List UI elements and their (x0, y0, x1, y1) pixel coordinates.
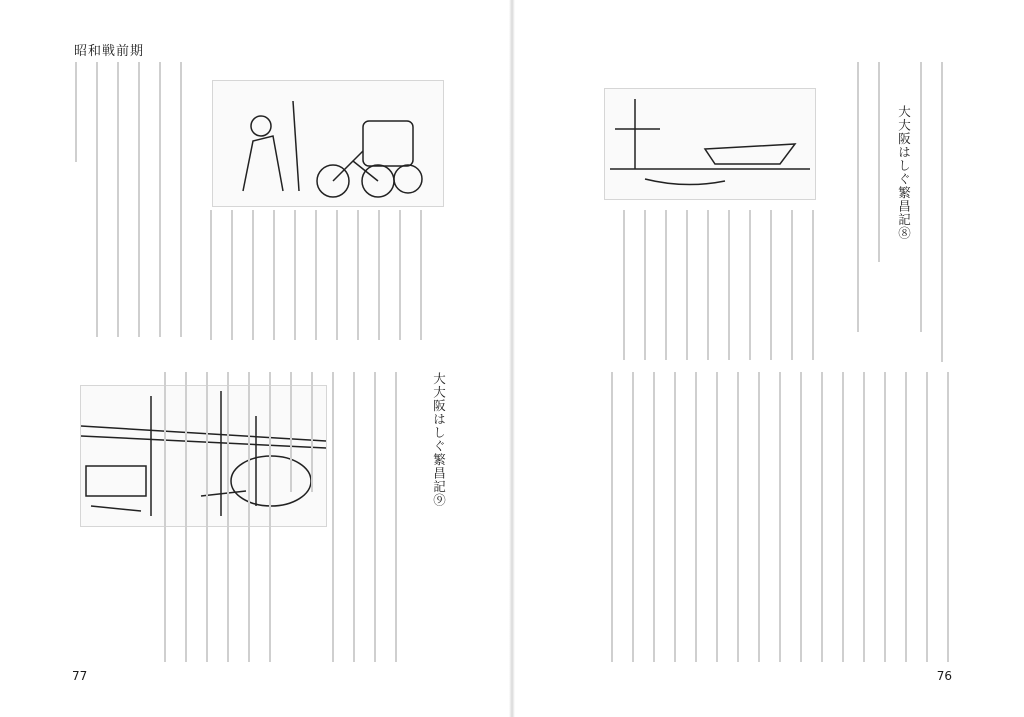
text-column (716, 372, 718, 662)
text-column (75, 62, 77, 162)
text-column (770, 210, 772, 360)
text-column (812, 210, 814, 360)
text-column (665, 210, 667, 360)
text-column (231, 210, 233, 340)
left-body-mid (200, 210, 450, 340)
text-column (791, 210, 793, 360)
text-column (926, 372, 928, 662)
left-body-bottom (145, 372, 425, 662)
text-column (920, 62, 922, 332)
text-column (185, 372, 187, 662)
text-column (941, 62, 943, 362)
text-column (336, 210, 338, 340)
page-number-right: 76 (936, 669, 952, 683)
text-column (863, 372, 865, 662)
text-column (311, 372, 313, 492)
right-page (512, 0, 1024, 717)
text-column (138, 62, 140, 337)
text-column (884, 372, 886, 662)
text-column (737, 372, 739, 662)
text-column (248, 372, 250, 662)
text-column (164, 372, 166, 662)
right-body-mid (592, 210, 832, 360)
text-column (686, 210, 688, 360)
text-column (632, 372, 634, 662)
text-column (758, 372, 760, 662)
text-column (857, 62, 859, 332)
section-title-9: 大大阪はしぐ繁昌記⑨ (431, 372, 447, 507)
illustration-harbor (604, 88, 816, 200)
text-column (399, 210, 401, 340)
illustration-bicycle-cart-drawing (213, 81, 443, 206)
text-column (395, 372, 397, 662)
text-column (357, 210, 359, 340)
text-column (273, 210, 275, 340)
text-column (779, 372, 781, 662)
text-column (117, 62, 119, 337)
text-column (378, 210, 380, 340)
text-column (227, 372, 229, 662)
text-column (420, 210, 422, 340)
section-title-8: 大大阪はしぐ繁昌記⑧ (896, 105, 912, 240)
right-body-top (842, 62, 952, 362)
text-column (821, 372, 823, 662)
text-column (749, 210, 751, 360)
running-head: 昭和戦前期 (74, 44, 145, 59)
text-column (315, 210, 317, 340)
text-column (180, 62, 182, 337)
text-column (206, 372, 208, 662)
text-column (905, 372, 907, 662)
text-column (947, 372, 949, 662)
text-column (353, 372, 355, 662)
text-column (707, 210, 709, 360)
text-column (294, 210, 296, 340)
text-column (674, 372, 676, 662)
text-column (644, 210, 646, 360)
text-column (210, 210, 212, 340)
left-body-top (72, 62, 192, 337)
right-body-bottom (592, 372, 962, 662)
text-column (374, 372, 376, 662)
text-column (695, 372, 697, 662)
text-column (332, 372, 334, 662)
text-column (623, 210, 625, 360)
text-column (96, 62, 98, 337)
text-column (290, 372, 292, 492)
page-number-left: 77 (72, 669, 88, 683)
illustration-harbor-drawing (605, 89, 815, 199)
text-column (611, 372, 613, 662)
text-column (728, 210, 730, 360)
text-column (842, 372, 844, 662)
text-column (800, 372, 802, 662)
illustration-bicycle-cart (212, 80, 444, 207)
text-column (269, 372, 271, 662)
text-column (653, 372, 655, 662)
text-column (252, 210, 254, 340)
text-column (159, 62, 161, 337)
text-column (878, 62, 880, 262)
